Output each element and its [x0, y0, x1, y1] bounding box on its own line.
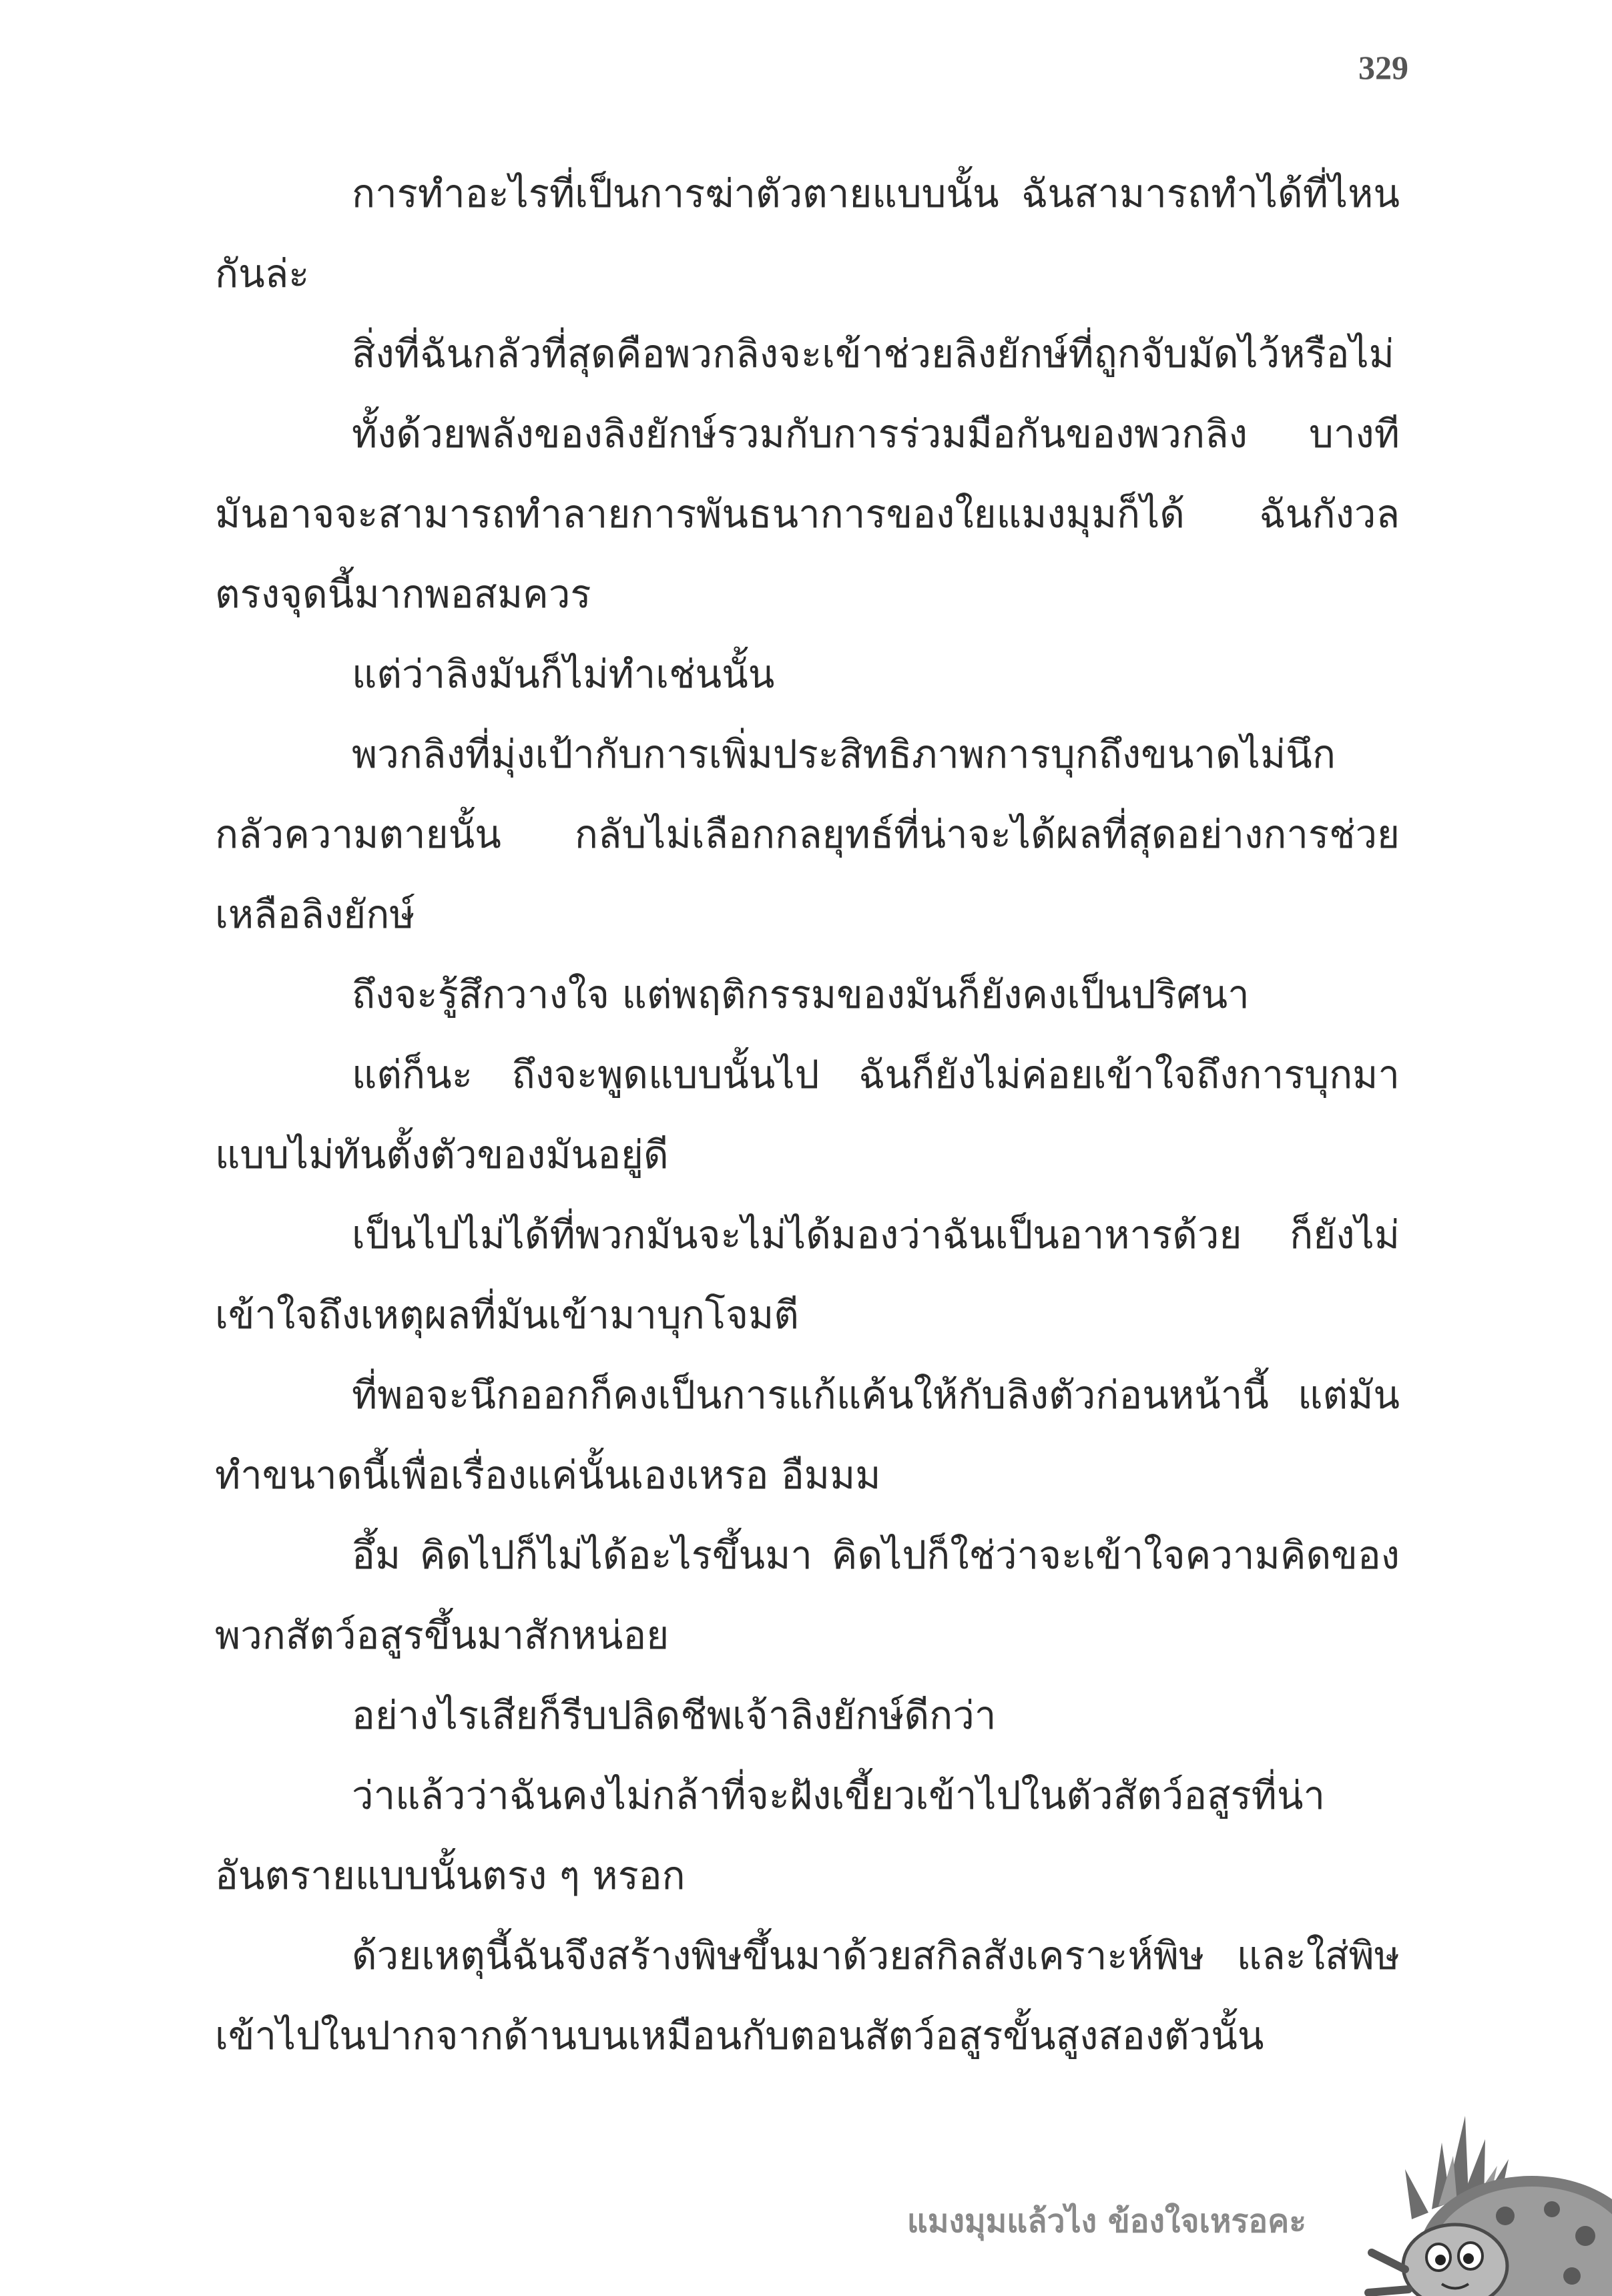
book-title-footer: แมงมุมแล้วไง ข้องใจเหรอคะ	[906, 2203, 1306, 2240]
page-number: 329	[1358, 49, 1408, 86]
paragraph: อย่างไรเสียก็รีบปลิดชีพเจ้าลิงยักษ์ดีกว่า	[352, 1693, 997, 1738]
paragraph: ว่าแล้วว่าฉันคงไม่กล้าที่จะฝังเขี้ยวเข้าไปในตัวสัตว์อสูรที่น่าอันตรายแบบนั้นตรง ๆ หรอก	[215, 1773, 1326, 1898]
paragraph: สิ่งที่ฉันกลัวที่สุดคือพวกลิงจะเข้าช่วยลิงยักษ์ที่ถูกจับมัดไว้หรือไม่	[352, 331, 1394, 376]
paragraph: ถึงจะรู้สึกวางใจ แต่พฤติกรรมของมันก็ยังคงเป็นปริศนา	[352, 972, 1250, 1017]
paragraph: ทั้งด้วยพลังของลิงยักษ์รวมกับการร่วมมือกันของพวกลิง บางทีมันอาจจะสามารถทำลายการพันธนาการของใยแมงมุมก็ได้ ฉันกังวลตรงจุดนี้มากพอสมควร	[215, 411, 1400, 617]
paragraph: ด้วยเหตุนี้ฉันจึงสร้างพิษขึ้นมาด้วยสกิลสังเคราะห์พิษ และใส่พิษเข้าไปในปากจากด้านบนเหมือนกับตอนสัตว์อสูรขั้นสูงสองตัวนั้น	[215, 1933, 1400, 2058]
paragraph: แต่ว่าลิงมันก็ไม่ทำเช่นนั้น	[352, 651, 775, 697]
paragraph: เป็นไปไม่ได้ที่พวกมันจะไม่ได้มองว่าฉันเป็นอาหารด้วย ก็ยังไม่เข้าใจถึงเหตุผลที่มันเข้ามาบุกโจมตี	[215, 1212, 1400, 1338]
paragraph: อึ้ม คิดไปก็ไม่ได้อะไรขึ้นมา คิดไปก็ใช่ว่าจะเข้าใจความคิดของพวกสัตว์อสูรขึ้นมาสักหน่อย	[215, 1532, 1400, 1658]
paragraph: แต่ก็นะ ถึงจะพูดแบบนั้นไป ฉันก็ยังไม่ค่อยเข้าใจถึงการบุกมาแบบไม่ทันตั้งตัวของมันอยู่ดี	[215, 1052, 1400, 1177]
paragraph: การทำอะไรที่เป็นการฆ่าตัวตายแบบนั้น ฉันสามารถทำได้ที่ไหนกันล่ะ	[215, 171, 1400, 296]
paragraph: พวกลิงที่มุ่งเป้ากับการเพิ่มประสิทธิภาพการบุกถึงขนาดไม่นึกกลัวความตายนั้น กลับไม่เลือกกลยุทธ์ที่น่าจะได้ผลที่สุดอย่างการช่วยเหลือลิงยักษ์	[215, 732, 1400, 937]
body-text	[215, 154, 1400, 2076]
paragraph: ที่พอจะนึกออกก็คงเป็นการแก้แค้นให้กับลิงตัวก่อนหน้านี้ แต่มันทำขนาดนี้เพื่อเรื่องแค่นั้นเองเหรอ อืมมม	[215, 1372, 1400, 1498]
spider-character-icon	[1332, 2102, 1612, 2296]
